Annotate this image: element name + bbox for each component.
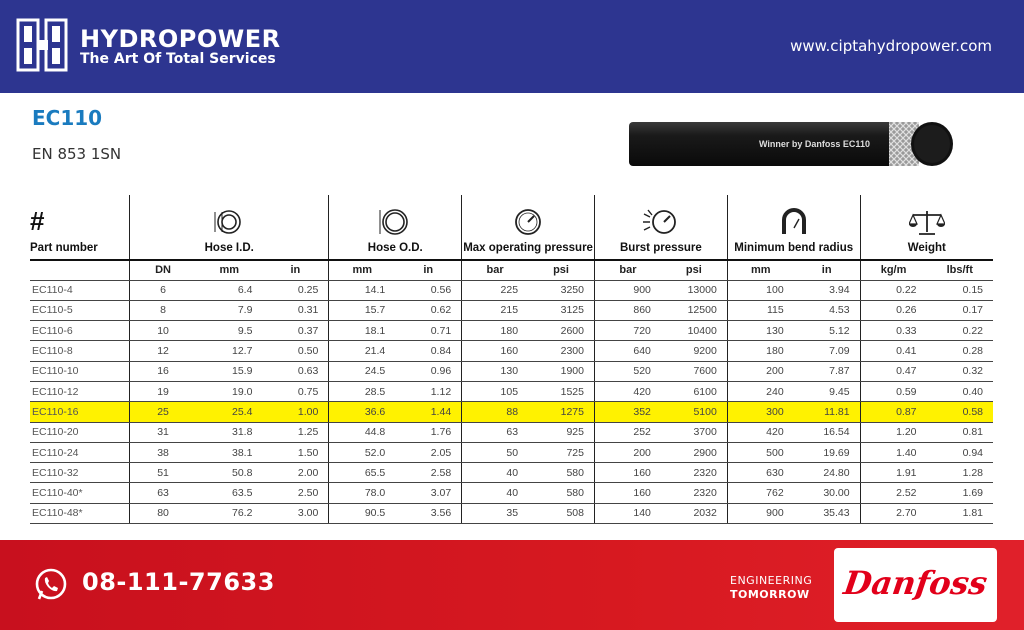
table-cell: 50 xyxy=(462,442,528,462)
danfoss-logo-text: Danfoss xyxy=(841,564,990,602)
table-cell: 200 xyxy=(727,361,793,381)
table-cell: 19.69 xyxy=(794,442,860,462)
product-standard: EN 853 1SN xyxy=(32,145,122,163)
table-cell: 115 xyxy=(727,300,793,320)
table-cell: 9.45 xyxy=(794,381,860,401)
unit-maxop-bar: bar xyxy=(462,260,528,280)
table-cell: 9.5 xyxy=(196,321,262,341)
table-cell: 1525 xyxy=(528,381,594,401)
table-cell: 2.50 xyxy=(262,483,328,503)
part-number-cell: EC110-8 xyxy=(30,341,130,361)
table-cell: 7.09 xyxy=(794,341,860,361)
table-cell: 80 xyxy=(130,503,196,523)
slogan-line2: TOMORROW xyxy=(730,588,810,601)
col-group-hose-id xyxy=(130,195,329,260)
part-number-cell: EC110-48* xyxy=(30,503,130,523)
table-cell: 3.07 xyxy=(395,483,461,503)
table-cell: 25.4 xyxy=(196,402,262,422)
table-cell: 19.0 xyxy=(196,381,262,401)
table-cell: 925 xyxy=(528,422,594,442)
table-cell: 0.22 xyxy=(927,321,993,341)
table-cell: 0.59 xyxy=(860,381,926,401)
table-cell: 2320 xyxy=(661,483,727,503)
part-number-cell: EC110-5 xyxy=(30,300,130,320)
part-number-cell: EC110-4 xyxy=(30,280,130,300)
table-row xyxy=(30,300,993,320)
table-cell: 30.00 xyxy=(794,483,860,503)
table-cell: 0.22 xyxy=(860,280,926,300)
table-cell: 40 xyxy=(462,463,528,483)
part-number-cell: EC110-16 xyxy=(30,402,130,422)
table-cell: 100 xyxy=(727,280,793,300)
table-cell: 0.56 xyxy=(395,280,461,300)
table-cell: 10400 xyxy=(661,321,727,341)
table-cell: 500 xyxy=(727,442,793,462)
table-cell: 1.69 xyxy=(927,483,993,503)
whatsapp-icon[interactable] xyxy=(34,568,68,602)
table-cell: 0.31 xyxy=(262,300,328,320)
table-cell: 0.71 xyxy=(395,321,461,341)
unit-dn: DN xyxy=(130,260,196,280)
website-link[interactable]: www.ciptahydropower.com xyxy=(790,37,992,55)
table-cell: 0.84 xyxy=(395,341,461,361)
table-cell: 0.94 xyxy=(927,442,993,462)
table-cell: 63 xyxy=(462,422,528,442)
product-code: EC110 xyxy=(32,106,103,130)
table-cell: 25 xyxy=(130,402,196,422)
table-cell: 1.25 xyxy=(262,422,328,442)
table-cell: 21.4 xyxy=(329,341,395,361)
table-cell: 2.00 xyxy=(262,463,328,483)
col-group-min-bend-radius xyxy=(727,195,860,260)
table-cell: 215 xyxy=(462,300,528,320)
table-cell: 1.40 xyxy=(860,442,926,462)
table-cell: 35 xyxy=(462,503,528,523)
table-cell: 3.00 xyxy=(262,503,328,523)
table-cell: 3700 xyxy=(661,422,727,442)
table-row xyxy=(30,503,993,523)
table-cell: 11.81 xyxy=(794,402,860,422)
brand-tagline: The Art Of Total Services xyxy=(80,51,276,67)
unit-burst-psi: psi xyxy=(661,260,727,280)
table-cell: 180 xyxy=(727,341,793,361)
col-group-hose-od xyxy=(329,195,462,260)
header-bar xyxy=(0,0,1024,93)
table-cell: 51 xyxy=(130,463,196,483)
table-cell: 2.05 xyxy=(395,442,461,462)
table-cell: 15.9 xyxy=(196,361,262,381)
table-cell: 4.53 xyxy=(794,300,860,320)
table-cell: 1.81 xyxy=(927,503,993,523)
part-number-cell: EC110-24 xyxy=(30,442,130,462)
table-cell: 3125 xyxy=(528,300,594,320)
table-cell: 3.94 xyxy=(794,280,860,300)
table-cell: 6100 xyxy=(661,381,727,401)
table-cell: 2.52 xyxy=(860,483,926,503)
table-cell: 19 xyxy=(130,381,196,401)
slogan-line1: ENGINEERING xyxy=(730,574,813,587)
table-cell: 2600 xyxy=(528,321,594,341)
hydropower-logo-icon xyxy=(16,18,68,72)
hose-od-header: Hose O.D. xyxy=(367,242,423,254)
table-cell: 9200 xyxy=(661,341,727,361)
table-cell: 0.96 xyxy=(395,361,461,381)
table-cell: 6.4 xyxy=(196,280,262,300)
hose-image xyxy=(627,120,955,168)
table-cell: 38 xyxy=(130,442,196,462)
table-cell: 0.40 xyxy=(927,381,993,401)
table-cell: 105 xyxy=(462,381,528,401)
table-cell: 40 xyxy=(462,483,528,503)
table-cell: 0.32 xyxy=(927,361,993,381)
table-cell: 24.80 xyxy=(794,463,860,483)
table-cell: 0.41 xyxy=(860,341,926,361)
table-cell: 90.5 xyxy=(329,503,395,523)
table-cell: 5.12 xyxy=(794,321,860,341)
table-cell: 0.47 xyxy=(860,361,926,381)
table-cell: 63 xyxy=(130,483,196,503)
table-cell: 0.87 xyxy=(860,402,926,422)
table-cell: 520 xyxy=(594,361,660,381)
table-cell: 3250 xyxy=(528,280,594,300)
table-cell: 12500 xyxy=(661,300,727,320)
table-cell: 12.7 xyxy=(196,341,262,361)
table-cell: 720 xyxy=(594,321,660,341)
table-cell: 160 xyxy=(594,483,660,503)
table-row xyxy=(30,280,993,300)
footer-bar xyxy=(0,540,1024,630)
part-number-header: Part number xyxy=(30,242,98,254)
table-cell: 0.26 xyxy=(860,300,926,320)
table-cell: 10 xyxy=(130,321,196,341)
weight-header: Weight xyxy=(907,242,946,254)
table-row xyxy=(30,341,993,361)
table-cell: 0.75 xyxy=(262,381,328,401)
table-cell: 6 xyxy=(130,280,196,300)
table-cell: 300 xyxy=(727,402,793,422)
table-cell: 762 xyxy=(727,483,793,503)
table-cell: 2900 xyxy=(661,442,727,462)
table-cell: 1.44 xyxy=(395,402,461,422)
table-cell: 50.8 xyxy=(196,463,262,483)
table-cell: 160 xyxy=(594,463,660,483)
table-cell: 1275 xyxy=(528,402,594,422)
table-cell: 78.0 xyxy=(329,483,395,503)
table-cell: 3.56 xyxy=(395,503,461,523)
part-number-cell: EC110-40* xyxy=(30,483,130,503)
table-cell: 38.1 xyxy=(196,442,262,462)
table-cell: 88 xyxy=(462,402,528,422)
table-cell: 630 xyxy=(727,463,793,483)
table-cell: 52.0 xyxy=(329,442,395,462)
hose-id-icon xyxy=(211,208,247,236)
col-group-part-number xyxy=(30,195,130,260)
table-cell: 15.7 xyxy=(329,300,395,320)
table-cell: 44.8 xyxy=(329,422,395,442)
table-cell: 35.43 xyxy=(794,503,860,523)
part-number-cell: EC110-6 xyxy=(30,321,130,341)
table-cell: 2.70 xyxy=(860,503,926,523)
table-cell: 2032 xyxy=(661,503,727,523)
col-group-max-operating-pressure xyxy=(462,195,595,260)
table-cell: 0.37 xyxy=(262,321,328,341)
col-group-burst-pressure xyxy=(594,195,727,260)
table-row xyxy=(30,361,993,381)
table-row xyxy=(30,402,993,422)
brand-name: HYDROPOWER xyxy=(80,25,281,53)
table-cell: 8 xyxy=(130,300,196,320)
table-row xyxy=(30,463,993,483)
table-cell: 252 xyxy=(594,422,660,442)
scale-icon xyxy=(909,208,945,236)
unit-bend-mm: mm xyxy=(727,260,793,280)
table-cell: 580 xyxy=(528,463,594,483)
table-cell: 7.9 xyxy=(196,300,262,320)
table-cell: 2300 xyxy=(528,341,594,361)
table-cell: 63.5 xyxy=(196,483,262,503)
table-cell: 225 xyxy=(462,280,528,300)
bend-header: Minimum bend radius xyxy=(734,242,854,254)
table-cell: 0.17 xyxy=(927,300,993,320)
table-cell: 1.76 xyxy=(395,422,461,442)
table-cell: 0.63 xyxy=(262,361,328,381)
max-op-header: Max operating pressure xyxy=(463,242,593,254)
unit-weight-kgm: kg/m xyxy=(860,260,926,280)
units-row xyxy=(30,260,993,280)
table-cell: 14.1 xyxy=(329,280,395,300)
table-cell: 0.25 xyxy=(262,280,328,300)
table-cell: 13000 xyxy=(661,280,727,300)
table-cell: 76.2 xyxy=(196,503,262,523)
pressure-gauge-icon xyxy=(513,208,543,236)
table-cell: 508 xyxy=(528,503,594,523)
table-cell: 31.8 xyxy=(196,422,262,442)
part-number-cell: EC110-10 xyxy=(30,361,130,381)
table-cell: 200 xyxy=(594,442,660,462)
danfoss-logo xyxy=(834,548,997,622)
table-cell: 0.62 xyxy=(395,300,461,320)
units-empty xyxy=(30,260,130,280)
table-cell: 16 xyxy=(130,361,196,381)
table-cell: 18.1 xyxy=(329,321,395,341)
table-cell: 0.28 xyxy=(927,341,993,361)
table-cell: 240 xyxy=(727,381,793,401)
table-cell: 140 xyxy=(594,503,660,523)
table-cell: 130 xyxy=(727,321,793,341)
unit-id-mm: mm xyxy=(196,260,262,280)
hose-od-icon xyxy=(377,208,413,236)
unit-id-in: in xyxy=(262,260,328,280)
unit-maxop-psi: psi xyxy=(528,260,594,280)
col-group-weight xyxy=(860,195,993,260)
hose-id-header: Hose I.D. xyxy=(204,242,254,254)
table-cell: 1900 xyxy=(528,361,594,381)
table-cell: 180 xyxy=(462,321,528,341)
table-row xyxy=(30,381,993,401)
table-cell: 900 xyxy=(594,280,660,300)
part-number-cell: EC110-12 xyxy=(30,381,130,401)
burst-header: Burst pressure xyxy=(619,242,702,254)
hash-icon: # xyxy=(30,206,45,236)
table-cell: 1.12 xyxy=(395,381,461,401)
table-cell: 420 xyxy=(727,422,793,442)
table-cell: 12 xyxy=(130,341,196,361)
hose-print-text: Winner by Danfoss EC110 xyxy=(759,139,870,149)
unit-weight-lbsft: lbs/ft xyxy=(927,260,993,280)
table-cell: 1.28 xyxy=(927,463,993,483)
table-cell: 7.87 xyxy=(794,361,860,381)
table-cell: 725 xyxy=(528,442,594,462)
unit-burst-bar: bar xyxy=(594,260,660,280)
table-cell: 7600 xyxy=(661,361,727,381)
table-cell: 28.5 xyxy=(329,381,395,401)
table-row xyxy=(30,442,993,462)
table-cell: 2.58 xyxy=(395,463,461,483)
table-cell: 1.00 xyxy=(262,402,328,422)
table-cell: 65.5 xyxy=(329,463,395,483)
table-cell: 352 xyxy=(594,402,660,422)
table-cell: 860 xyxy=(594,300,660,320)
table-row xyxy=(30,483,993,503)
unit-od-in: in xyxy=(395,260,461,280)
table-cell: 0.15 xyxy=(927,280,993,300)
table-cell: 0.50 xyxy=(262,341,328,361)
spec-table xyxy=(30,195,993,524)
table-cell: 580 xyxy=(528,483,594,503)
table-cell: 1.91 xyxy=(860,463,926,483)
table-cell: 1.20 xyxy=(860,422,926,442)
table-cell: 900 xyxy=(727,503,793,523)
part-number-cell: EC110-20 xyxy=(30,422,130,442)
table-cell: 640 xyxy=(594,341,660,361)
table-cell: 5100 xyxy=(661,402,727,422)
table-cell: 2320 xyxy=(661,463,727,483)
table-row xyxy=(30,422,993,442)
table-cell: 420 xyxy=(594,381,660,401)
table-cell: 36.6 xyxy=(329,402,395,422)
table-row xyxy=(30,321,993,341)
table-cell: 1.50 xyxy=(262,442,328,462)
unit-od-mm: mm xyxy=(329,260,395,280)
table-cell: 24.5 xyxy=(329,361,395,381)
table-cell: 130 xyxy=(462,361,528,381)
table-cell: 0.33 xyxy=(860,321,926,341)
table-cell: 0.81 xyxy=(927,422,993,442)
table-cell: 16.54 xyxy=(794,422,860,442)
table-cell: 0.58 xyxy=(927,402,993,422)
burst-gauge-icon xyxy=(642,208,680,236)
unit-bend-in: in xyxy=(794,260,860,280)
part-number-cell: EC110-32 xyxy=(30,463,130,483)
table-cell: 31 xyxy=(130,422,196,442)
phone-number[interactable]: 08-111-77633 xyxy=(82,568,275,596)
bend-radius-icon xyxy=(778,208,810,236)
table-cell: 160 xyxy=(462,341,528,361)
